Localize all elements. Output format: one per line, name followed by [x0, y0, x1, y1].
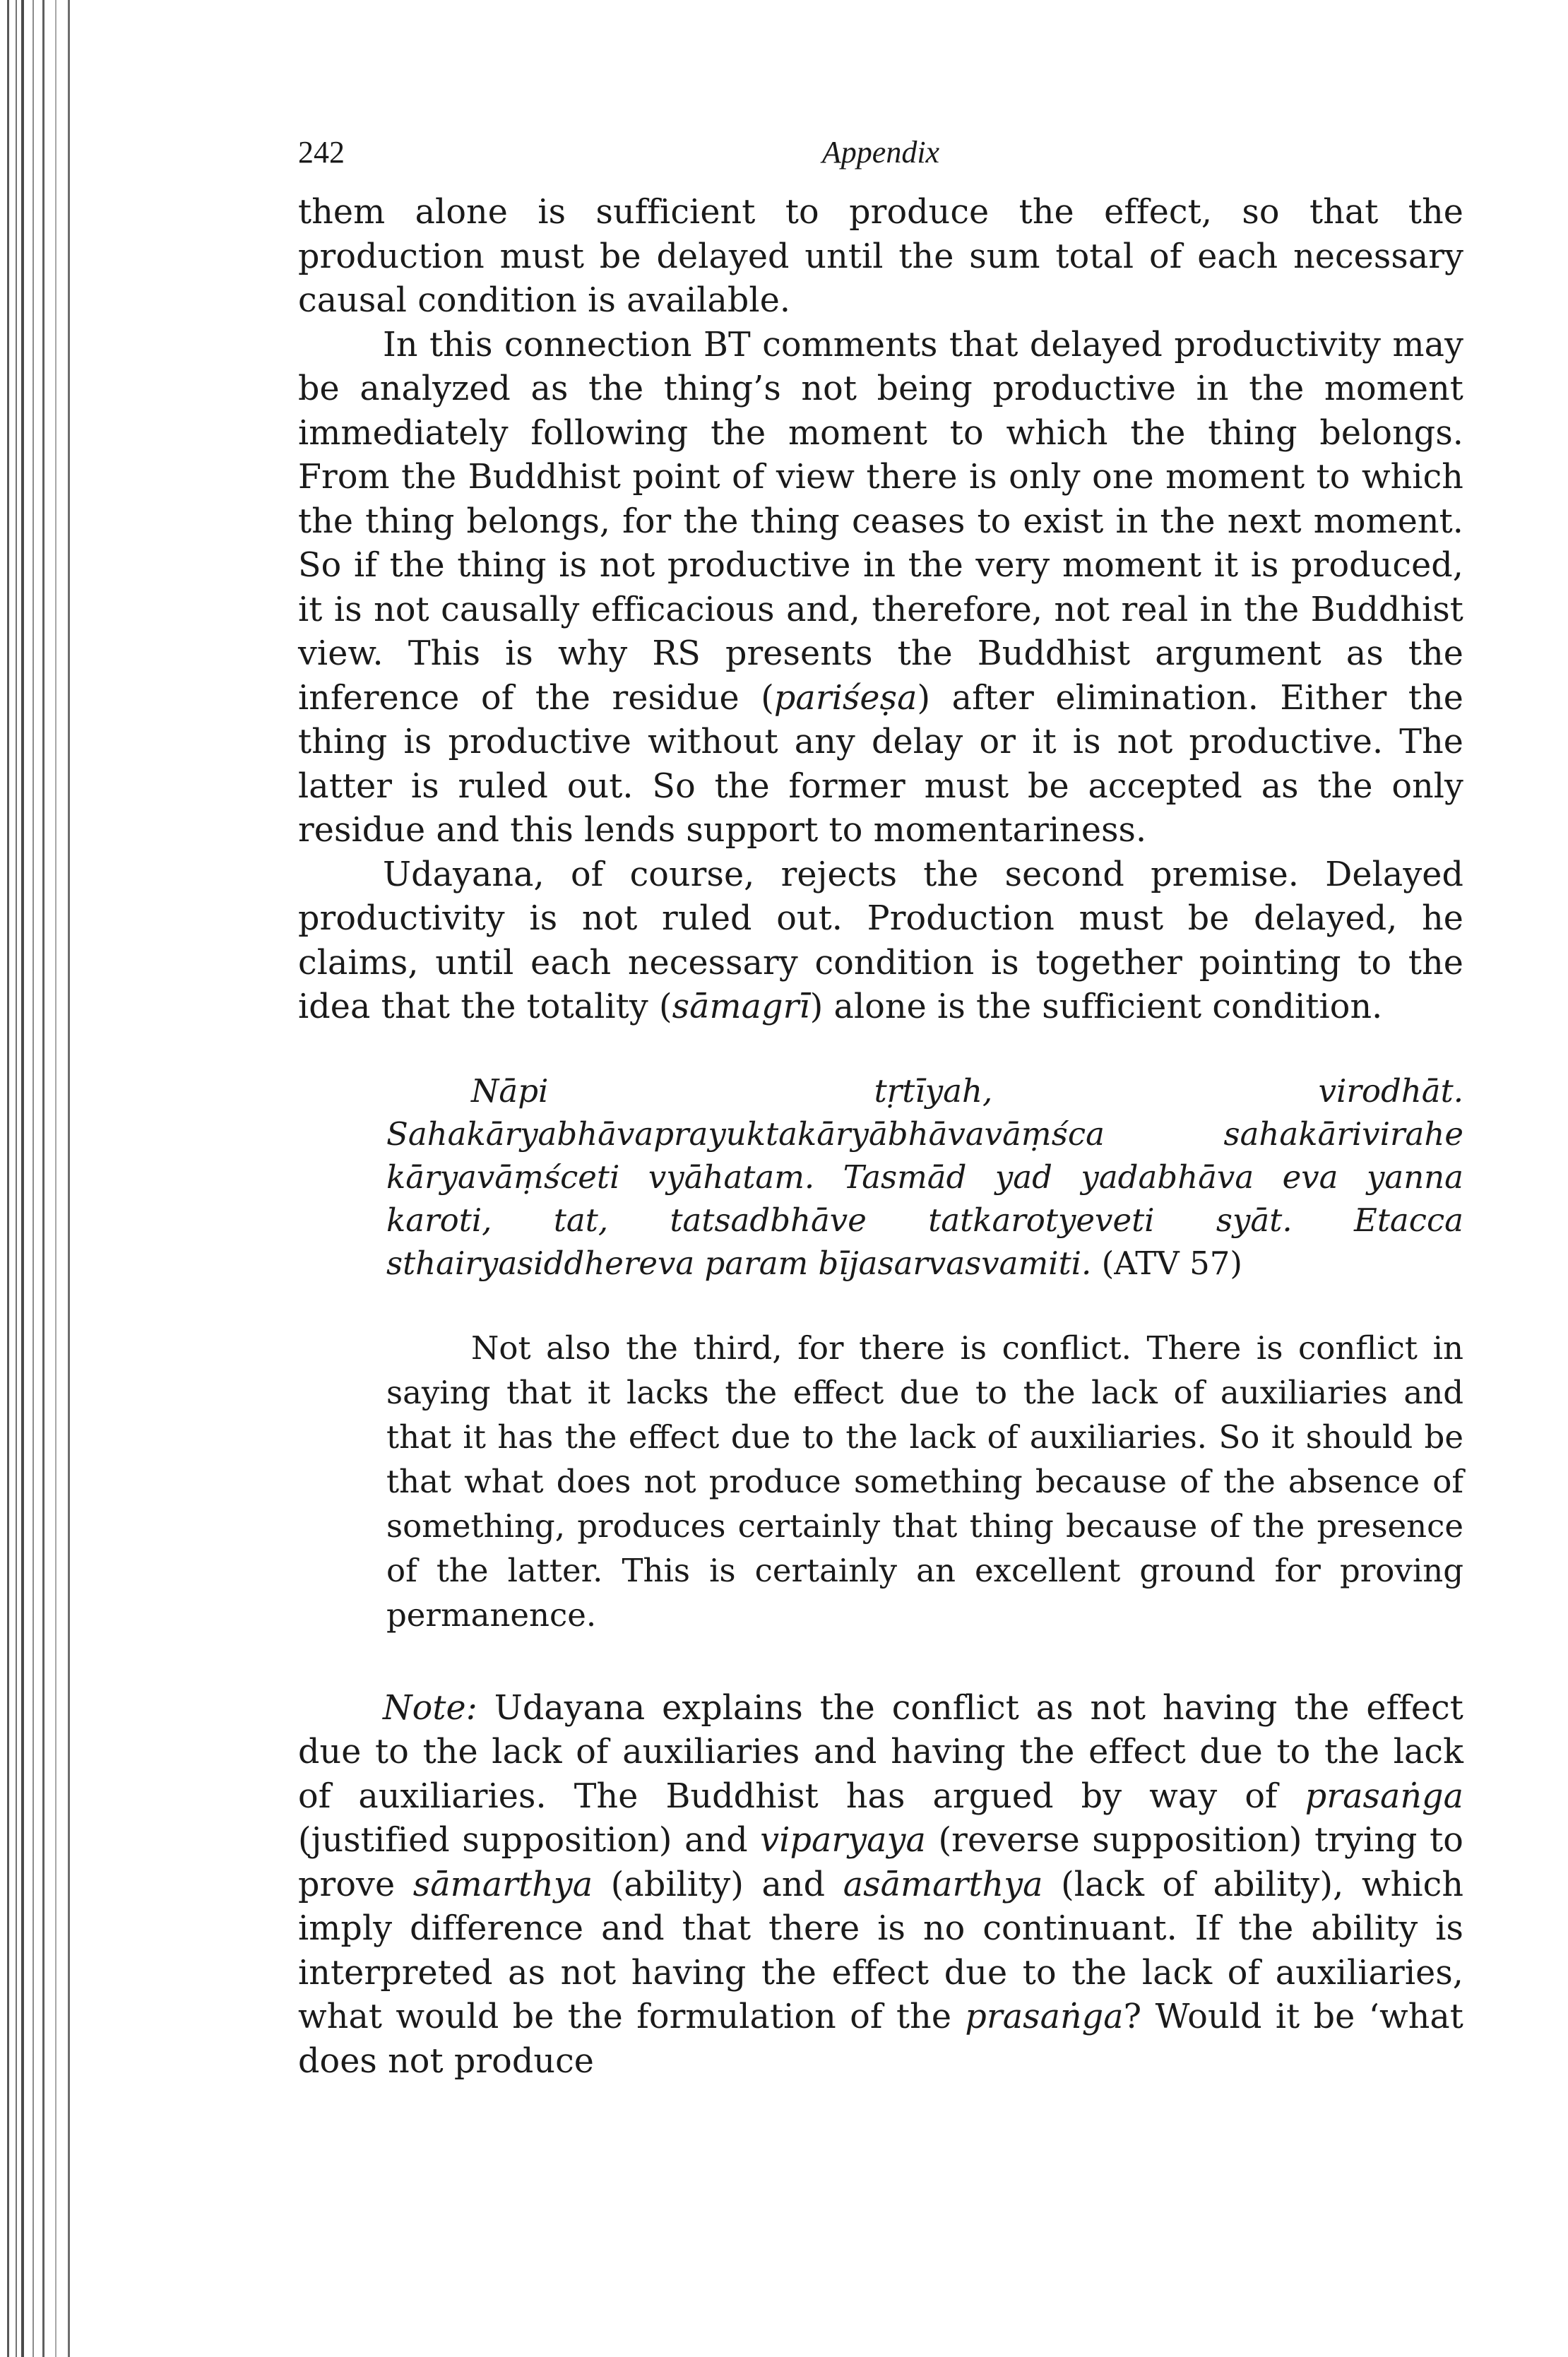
- text-run: In this connection BT comments that delayed productivity may be analyzed as the thing’s not being productive in the moment immediately following the moment to which the thing belongs. From the Buddhist point of view there is only one moment to which the thing belongs, for the thing ceases to exist in the next moment. So if the thing is not productive in the very moment it is produced, it is not causally efficacious and, therefore, not real in the Buddhist view. This is why RS presents the Buddhist argument as the inference of the residue (: [298, 325, 1463, 718]
- paragraph-continuation: them alone is sufficient to produce the effect, so that the production must be delayed until the sum total of each necessary causal condition is available.: [298, 193, 1463, 320]
- page-header: [298, 113, 1463, 191]
- term-viparyaya: viparyaya: [760, 1821, 926, 1860]
- note-paragraph: [298, 1687, 1463, 2084]
- note-label: Note:: [383, 1688, 477, 1728]
- running-head: Appendix: [821, 135, 940, 170]
- text-run: (ability) and: [593, 1865, 843, 1904]
- term-parisesa: pariśeṣa: [773, 678, 917, 718]
- term-samagri: sāmagrī: [672, 987, 810, 1026]
- term-prasanga-2: prasaṅga: [965, 1997, 1124, 2036]
- text-run: (justified supposition) and: [298, 1821, 761, 1860]
- sanskrit-quote: [386, 1069, 1463, 1285]
- term-asamarthya: asāmarthya: [843, 1865, 1043, 1904]
- book-page: [298, 113, 1463, 2084]
- term-prasanga: prasaṅga: [1305, 1776, 1463, 1816]
- text-run: ? Would it be ‘what does not produce: [298, 1997, 1463, 2081]
- text-run: Udayana explains the conflict as not having the effect due to the lack of auxiliaries and having the effect due to the lack of auxiliaries. The Buddhist has argued by way of: [298, 1688, 1463, 1816]
- text-run: Udayana, of course, rejects the second premise. Delayed productivity is not ruled out. Production must be delayed, he claims, until each necessary condition is together pointing to the idea that the totality (: [298, 855, 1463, 1026]
- text-run: (reverse supposition) trying to prove: [298, 1821, 1463, 1904]
- term-samarthya: sāmarthya: [412, 1865, 593, 1904]
- quote-translation: Not also the third, for there is conflict. There is conflict in saying that it lacks the effect due to the lack of auxiliaries and that it has the effect due to the lack of auxiliaries. So it should be that what does not produce something because of the absence of something, produces certainly that thing because of the presence of the latter. This is certainly an excellent ground for proving permanence.: [386, 1329, 1463, 1634]
- text-run: ) after elimination. Either the thing is productive without any delay or it is not productive. The latter is ruled out. So the former must be accepted as the only residue and this lends support to momentariness.: [298, 678, 1463, 850]
- text-run: (lack of ability), which imply difference and that there is no continuant. If the ability is interpreted as not having the effect due to the lack of auxiliaries, what would be the formulation of the: [298, 1865, 1464, 2036]
- quote-citation: (ATV 57): [1101, 1244, 1242, 1282]
- sanskrit-text: Nāpi tṛtīyah, virodhāt. Sahakāryabhāvaprayuktakāryābhāvavāṃśca sahakārivirahe kāryavāṃśceti vyāhatam. Tasmād yad yadabhāva eva yanna karoti, tat, tatsadbhāve tatkarotyeveti syāt. Etacca sthairyasiddhereva param bījasarvasvamiti.: [386, 1071, 1463, 1282]
- page-number: 242: [298, 135, 345, 170]
- text-run: ) alone is the sufficient condition.: [809, 987, 1383, 1026]
- paragraph-udayana: [298, 853, 1463, 1030]
- book-spine-shadow: [0, 0, 85, 2357]
- paragraph-bt-comment: [298, 323, 1463, 853]
